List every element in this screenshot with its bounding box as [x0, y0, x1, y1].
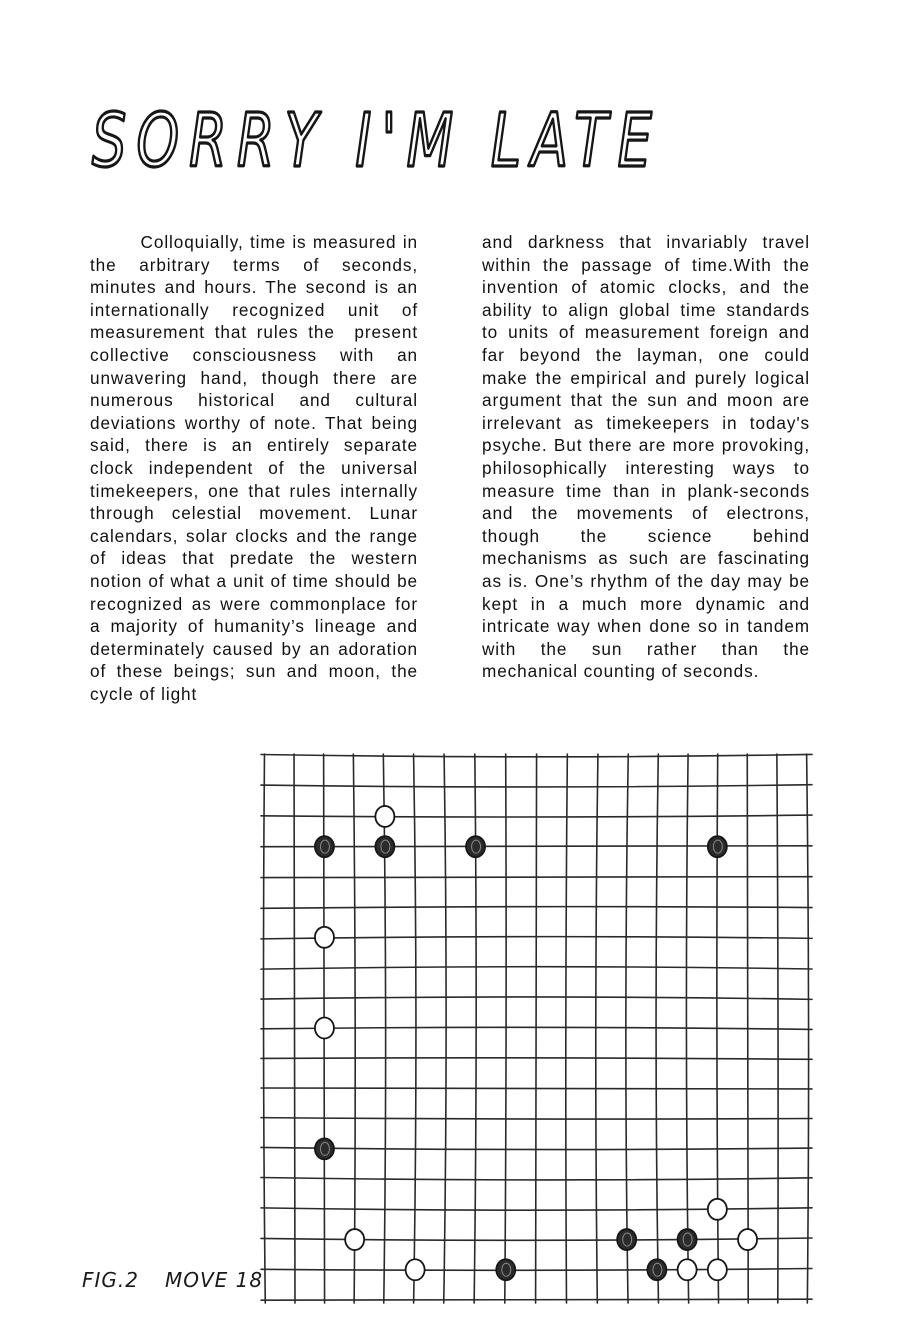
page-title: [88, 82, 668, 192]
black-stone: [708, 836, 727, 857]
go-board: [252, 748, 820, 1314]
white-stone: [375, 806, 394, 827]
white-stone: [738, 1229, 757, 1250]
grid-line-horizontal: [261, 1299, 812, 1300]
white-stone: [406, 1259, 425, 1280]
black-stone: [617, 1229, 636, 1250]
grid-line-vertical: [596, 754, 598, 1303]
black-stone: [466, 836, 485, 857]
figure-label: FIG.2: [82, 1268, 139, 1292]
grid-line-vertical: [566, 754, 568, 1303]
white-stone: [678, 1259, 697, 1280]
grid-line-vertical: [505, 754, 506, 1303]
black-stone: [678, 1229, 697, 1250]
black-stone: [647, 1259, 666, 1280]
grid-line-vertical: [807, 754, 809, 1303]
white-stone: [345, 1229, 364, 1250]
black-stone: [315, 1138, 334, 1159]
handwritten-title: [88, 82, 668, 192]
white-stone: [315, 1018, 334, 1039]
board-grid: [261, 754, 812, 1303]
go-board-figure: [252, 748, 820, 1314]
black-stone: [496, 1259, 515, 1280]
move-label: MOVE 18: [164, 1268, 264, 1292]
black-stone: [375, 836, 394, 857]
title-text: SORRY I'M LATE: [92, 98, 662, 184]
grid-line-vertical: [747, 754, 748, 1303]
grid-line-horizontal: [261, 1088, 812, 1089]
text-column-right: and darkness that invariably travel within the passage of time.With the invention of atomic clocks, and the ability to align global time standards to units of measurement foreign and far beyond the layman, one could make the empirical and purely logical argument that the sun and moon are irrelevant as timekeepers in today's psyche. But there are more provoking, philosophically interesting ways to measure time than in plank-seconds and the movements of electrons, though the science behind mechanisms as such are fascinating as is. One’s rhythm of the day may be kept in a much more dynamic and intricate way when done so in tandem with the sun rather than the mechanical counting of seconds.: [482, 232, 816, 682]
article-body: [90, 231, 816, 751]
figure-caption: [82, 1268, 264, 1302]
white-stone: [315, 927, 334, 948]
white-stone: [708, 1259, 727, 1280]
grid-line-vertical: [444, 754, 446, 1303]
white-stone: [708, 1199, 727, 1220]
grid-line-vertical: [626, 754, 628, 1303]
grid-line-vertical: [414, 754, 416, 1303]
grid-line-vertical: [536, 754, 537, 1303]
black-stone: [315, 836, 334, 857]
grid-line-horizontal: [261, 1268, 812, 1270]
text-column-left: Colloquially, time is measured in the arbitrary terms of seconds, minutes and hours. The second is an internationally recognized unit of measurement that rules the present collective consciousness with an unwavering hand, though there are numerous historical and cultural deviations worthy of note. That being said, there is an entirely separate clock independent of the universal timekeepers, one that rules internally through celestial movement. Lunar calendars, solar clocks and the range of ideas that predate the western notion of what a unit of time should be recognized as were commonplace for a majority of humanity’s lineage and determinately caused by an adoration of these beings; sun and moon, the cycle of light: [90, 232, 424, 704]
